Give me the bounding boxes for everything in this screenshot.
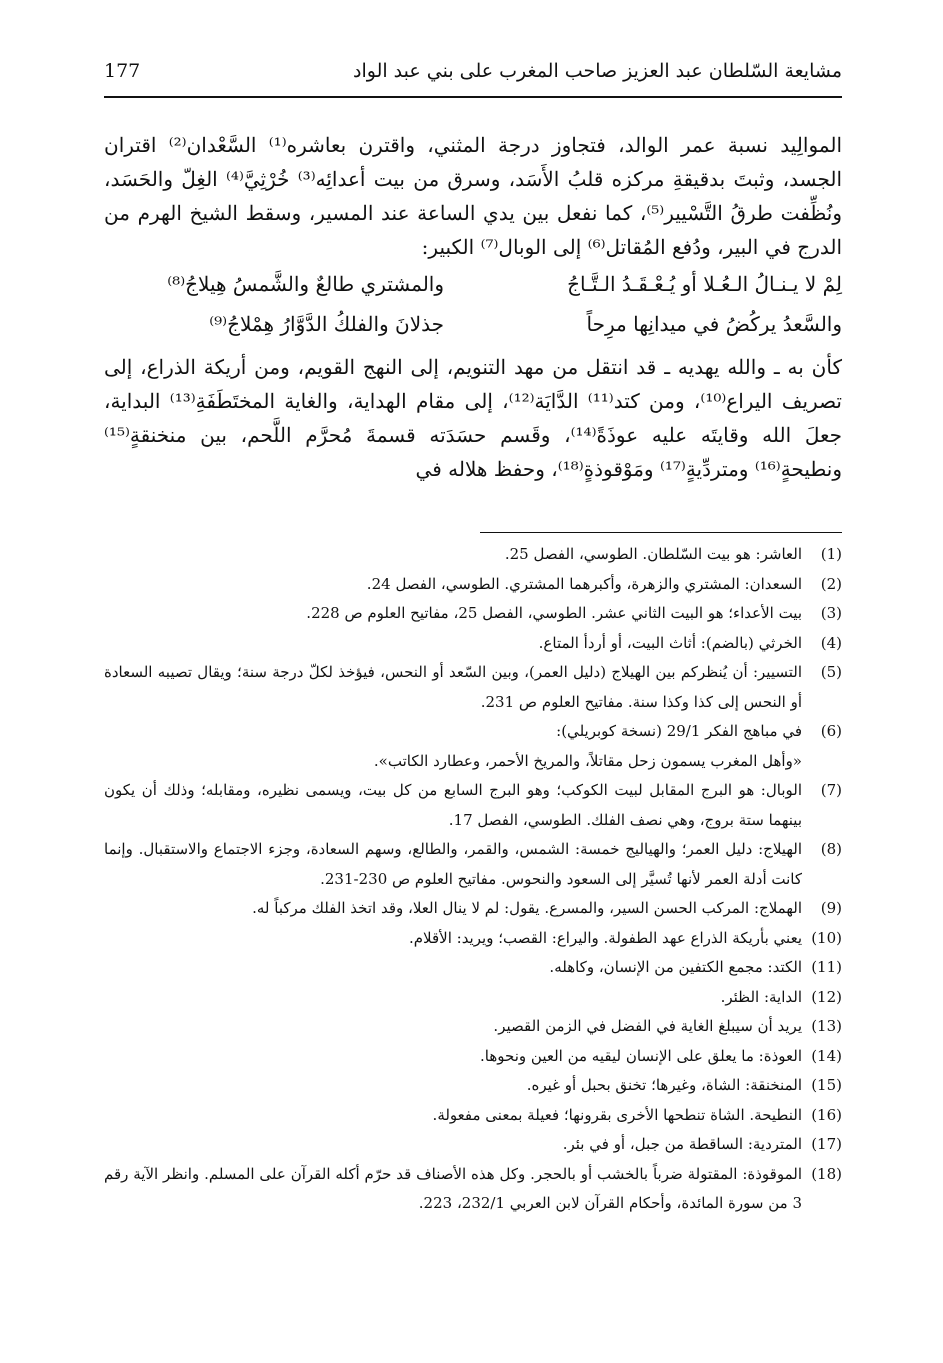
footnote — [104, 629, 842, 659]
footnote — [104, 894, 842, 924]
footnote — [104, 1042, 842, 1072]
footnote — [104, 776, 842, 835]
footnote — [104, 599, 842, 629]
footnote-number: (2) — [820, 574, 842, 593]
footnote-text: المتردية: الساقطة من جبل، أو في بئر. — [562, 1135, 802, 1153]
footnote-rule — [480, 532, 842, 533]
footnote — [104, 983, 842, 1013]
footnote-number: (14) — [811, 1046, 842, 1065]
footnote-text: السعدان: المشتري والزهرة، وأكبرهما المشتري. الطوسي، الفصل 24. — [366, 574, 802, 593]
paragraph-1: الموالِيد نسبة عمر الوالد، فتجاوز درجة المثني، واقترن بعاشره⁽¹⁾ السَّعْدان⁽²⁾ اقتران الجسد، وثبتَ بدقيقةِ مركزه قلبُ الأَسَد، وسرق من بيت أعدائِه⁽³⁾ خُرْثِيَّ⁽⁴⁾ الغِلّ والحَسَد، ونُظِّفت طرقُ التَّسْيير⁽⁵⁾، كما نفعل بين يدي الساعة عند المسير، وسقط الشيخ الهرم من الدرج في البير، ودُفع المُقاتل⁽⁶⁾ إلى الوبال⁽⁷⁾ الكبير: — [104, 133, 842, 259]
verse-second-hemistich: جذلانَ والفلكُ الدَّوَّارُ هِمْلاجُ⁽⁹⁾ — [209, 312, 444, 336]
footnote-number: (9) — [820, 899, 842, 917]
running-header — [104, 56, 842, 92]
footnote-number: (6) — [820, 722, 842, 740]
footnote — [104, 924, 842, 954]
verse-line — [104, 264, 842, 304]
footnote-text: الوبال: هو البرج المقابل لبيت الكوكب؛ وهو البرج السابع من كل بيت، ويسمى نظيره، ومقابله؛ وذلك أن يكون بينهما ستة بروج، وهي نصف الفلك. الطوسي، الفصل 17. — [104, 781, 802, 829]
footnote — [104, 658, 842, 717]
footnote-number: (10) — [811, 928, 842, 947]
footnote — [104, 1130, 842, 1160]
footnote-number: (16) — [811, 1105, 842, 1124]
paragraph-2: كأن به ـ والله يهديه ـ قد انتقل من مهد التنويم، إلى النهج القويم، ومن أريكة الذراع، إلى تصريف اليراع⁽¹⁰⁾، ومن كتد⁽¹¹⁾ الدَّايَة⁽¹²⁾، إلى مقام الهداية، والغاية المختَطَفَةِ⁽¹³⁾ البداية، جعلَ الله وقايتَه عليه عوذَةً⁽¹⁴⁾، وقَسم حسَدَته قسمةَ مُحرَّم اللَّحم، بين منخنقةٍ⁽¹⁵⁾ ونطيحةٍ⁽¹⁶⁾ ومتردِّيةٍ⁽¹⁷⁾ ومَوْقوذةٍ⁽¹⁸⁾، وحفظ هلاله في — [104, 355, 843, 481]
footnote-number: (8) — [820, 840, 842, 858]
footnote — [104, 717, 842, 776]
footnote-quote: «وأهل المغرب يسمون زحل مقاتلاً، والمريخ الأحمر، وعطارد الكاتب». — [373, 751, 802, 770]
footnote-number: (7) — [820, 781, 842, 799]
footnote-text: الهيلاج: دليل العمر؛ والهياليج خمسة: الشمس، والقمر، والطالع، وسهم السعادة، وجزء الاجتماع والاستقبال. وإنما كانت أدلة العمر لأنها تُسيَّر إلى السعود والنحوس. مفاتيح العلوم ص 230-231. — [104, 840, 802, 888]
verse-first-hemistich: لِمْ لا يـنـالُ الـعُـلا أو يُـعْـقَـدُ الـتَّـاجُ — [567, 272, 842, 296]
footnote-text: الخرثي (بالضم): أثاث البيت، أو أردأ المتاع. — [538, 633, 802, 652]
footnotes — [104, 540, 842, 1219]
footnote-number: (5) — [820, 663, 842, 681]
footnote-text: المنخنقة: الشاة، وغيرها؛ تخنق بحبل أو غيره. — [526, 1076, 802, 1094]
footnote — [104, 1160, 842, 1219]
footnote-text: الداية: الظئر. — [720, 987, 802, 1006]
footnote-text: يعني بأريكة الذراع عهد الطفولة. واليراع: القصب؛ ويريد: الأقلام. — [408, 928, 802, 947]
footnote-text: الكتد: مجمع الكتفين من الإنسان، وكاهله. — [549, 958, 802, 976]
footnote-text: في مباهج الفكر 29/1 (نسخة كوبريلي): — [556, 722, 802, 740]
footnote-number: (13) — [811, 1017, 842, 1035]
verse-line — [104, 304, 842, 344]
footnote-text: الهملاج: المركب الحسن السير، والمسرع. يقول: لم لا ينال العلا، وقد اتخذ الفلك مركباً له. — [252, 899, 802, 917]
footnote-number: (15) — [811, 1076, 842, 1094]
page-number: 177 — [104, 60, 141, 82]
header-rule — [104, 96, 842, 98]
footnote-text: التسيير: أن يُنظركم بين الهيلاج (دليل العمر)، وبين السّعد أو النحس، فيؤخذ لكلّ درجة سنة؛ ويقال تصيبه السعادة أو النحس إلى كذا وكذا سنة. مفاتيح العلوم ص 231. — [104, 663, 802, 711]
footnote-number: (17) — [811, 1135, 842, 1153]
footnote-text-block — [104, 717, 802, 776]
footnote-text: يريد أن سيبلغ الغاية في الفضل في الزمن القصير. — [493, 1017, 802, 1035]
main-text — [104, 128, 842, 486]
footnote — [104, 540, 842, 570]
footnote-text: النطيحة. الشاة تنطحها الأخرى بقرونها؛ فعيلة بمعنى مفعولة. — [432, 1105, 802, 1124]
footnote — [104, 1071, 842, 1101]
verse-first-hemistich: والسَّعدُ يركُضُ في ميدانِها مرِحاً — [586, 312, 842, 336]
footnote-text: العوذة: ما يعلق على الإنسان ليقيه من العين ونحوها. — [480, 1046, 802, 1065]
verse-second-hemistich: والمشتري طالعٌ والشَّمسُ هِيلاجُ⁽⁸⁾ — [167, 272, 444, 296]
footnote-number: (4) — [820, 633, 842, 652]
poem-verses — [104, 264, 842, 344]
footnote-number: (11) — [811, 958, 842, 976]
running-title: مشايعة السّلطان عبد العزيز صاحب المغرب على بني عبد الواد — [353, 60, 842, 82]
footnote-number: (1) — [820, 545, 842, 563]
footnote-text: بيت الأعداء؛ هو البيت الثاني عشر. الطوسي، الفصل 25، مفاتيح العلوم ص 228. — [306, 604, 802, 622]
footnote-text: العاشر: هو بيت السّلطان. الطوسي، الفصل 25. — [504, 545, 802, 563]
footnote-number: (12) — [811, 987, 842, 1006]
footnote — [104, 835, 842, 894]
footnote-number: (3) — [820, 604, 842, 622]
footnote — [104, 1012, 842, 1042]
footnote — [104, 953, 842, 983]
footnote-number: (18) — [811, 1164, 842, 1183]
footnote — [104, 1101, 842, 1131]
footnote — [104, 570, 842, 600]
footnote-text: الموقوذة: المقتولة ضرباً بالخشب أو بالحجر. وكل هذه الأصناف قد حرّم أكله القرآن على المسلم. وانظر الآية رقم 3 من سورة المائدة، وأحكام القرآن لابن العربي 232/1، 223. — [104, 1164, 802, 1212]
